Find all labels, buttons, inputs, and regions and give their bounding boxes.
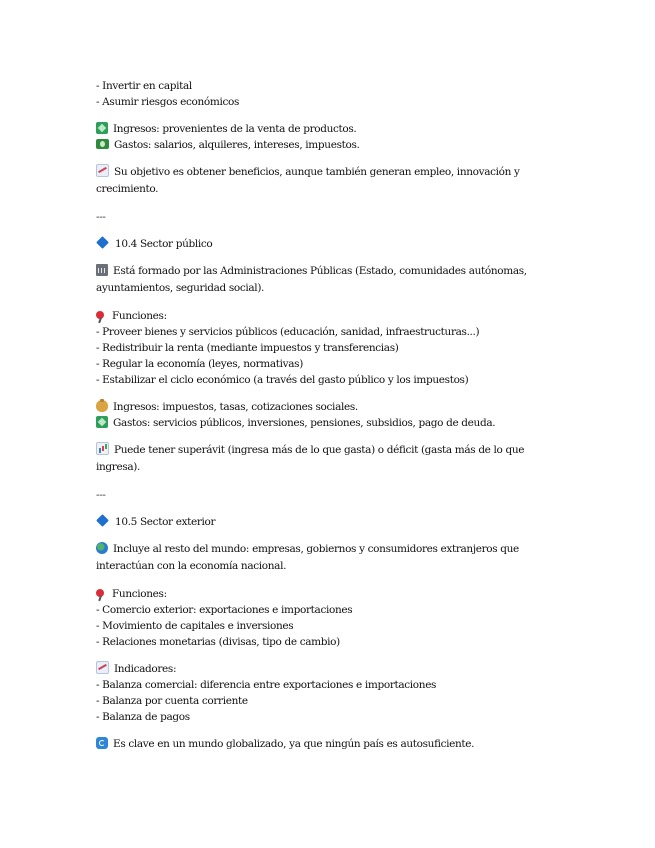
external-intro bbox=[96, 541, 566, 575]
money-with-wings-icon bbox=[96, 122, 108, 134]
public-expenses-line bbox=[96, 415, 566, 431]
list-item: - Asumir riesgos económicos bbox=[96, 96, 239, 108]
list-item: - Balanza comercial: diferencia entre exportaciones e importaciones bbox=[96, 679, 437, 691]
external-indicators bbox=[96, 661, 566, 725]
document-body bbox=[96, 78, 566, 764]
banknote-icon bbox=[96, 139, 109, 149]
classical-building-icon bbox=[96, 264, 108, 276]
list-item: - Relaciones monetarias (divisas, tipo de cambio) bbox=[96, 636, 340, 648]
chart-increasing-icon bbox=[96, 164, 109, 177]
firm-objective-text: Su objetivo es obtener beneficios, aunque también generan empleo, innovación y crecimiento. bbox=[96, 166, 520, 195]
public-intro-text: Está formado por las Administraciones Públicas (Estado, comunidades autónomas, ayuntamientos, seguridad social). bbox=[96, 265, 527, 294]
capital-risk-list bbox=[96, 78, 566, 110]
separator: --- bbox=[96, 489, 106, 501]
functions-label-text: Funciones: bbox=[112, 588, 167, 600]
pushpin-icon bbox=[96, 311, 104, 319]
external-intro-text: Incluye al resto del mundo: empresas, gobiernos y consumidores extranjeros que interactúan con la economía nacional. bbox=[96, 543, 519, 572]
public-balance bbox=[96, 442, 566, 476]
bar-chart-icon bbox=[96, 442, 109, 455]
list-item: - Proveer bienes y servicios públicos (educación, sanidad, infraestructuras...) bbox=[96, 326, 480, 338]
chart-increasing-icon bbox=[96, 661, 109, 674]
section-title: 10.5 Sector exterior bbox=[115, 516, 216, 528]
public-balance-text: Puede tener superávit (ingresa más de lo que gasta) o déficit (gasta más de lo que ingresa). bbox=[96, 444, 525, 473]
firm-flows bbox=[96, 121, 566, 153]
functions-label bbox=[96, 586, 566, 602]
pushpin-icon bbox=[96, 589, 104, 597]
public-income-line bbox=[96, 399, 566, 415]
public-intro bbox=[96, 263, 566, 297]
section-title: 10.4 Sector público bbox=[115, 238, 213, 250]
external-closing-text: Es clave en un mundo globalizado, ya que ningún país es autosuficiente. bbox=[113, 738, 475, 750]
public-functions bbox=[96, 308, 566, 388]
separator: --- bbox=[96, 211, 106, 223]
public-flows bbox=[96, 399, 566, 431]
public-income-text: Ingresos: impuestos, tasas, cotizaciones sociales. bbox=[113, 401, 358, 413]
blue-diamond-icon bbox=[96, 514, 109, 527]
money-bag-icon bbox=[96, 400, 108, 412]
firm-income-text: Ingresos: provenientes de la venta de productos. bbox=[113, 123, 357, 135]
indicators-label-text: Indicadores: bbox=[114, 663, 177, 675]
list-item: - Comercio exterior: exportaciones e importaciones bbox=[96, 604, 353, 616]
firm-objective bbox=[96, 164, 566, 198]
section-heading-public bbox=[96, 236, 566, 252]
list-item: - Movimiento de capitales e inversiones bbox=[96, 620, 294, 632]
external-functions bbox=[96, 586, 566, 650]
list-item: - Redistribuir la renta (mediante impuestos y transferencias) bbox=[96, 342, 399, 354]
public-expenses-text: Gastos: servicios públicos, inversiones, pensiones, subsidios, pago de deuda. bbox=[113, 417, 496, 429]
firm-expenses-text: Gastos: salarios, alquileres, intereses, impuestos. bbox=[114, 139, 360, 151]
blue-diamond-icon bbox=[96, 236, 109, 249]
list-item: - Invertir en capital bbox=[96, 80, 192, 92]
functions-label bbox=[96, 308, 566, 324]
external-closing bbox=[96, 736, 566, 753]
list-item: - Estabilizar el ciclo económico (a través del gasto público y los impuestos) bbox=[96, 374, 469, 386]
money-with-wings-icon bbox=[96, 416, 108, 428]
globe-icon bbox=[96, 542, 108, 554]
section-heading-external bbox=[96, 514, 566, 530]
list-item: - Balanza de pagos bbox=[96, 711, 190, 723]
firm-expenses-line bbox=[96, 137, 566, 153]
indicators-label bbox=[96, 661, 566, 677]
list-item: - Regular la economía (leyes, normativas) bbox=[96, 358, 303, 370]
firm-income-line bbox=[96, 121, 566, 137]
cycle-arrows-icon bbox=[96, 737, 108, 749]
functions-label-text: Funciones: bbox=[112, 310, 167, 322]
list-item: - Balanza por cuenta corriente bbox=[96, 695, 248, 707]
